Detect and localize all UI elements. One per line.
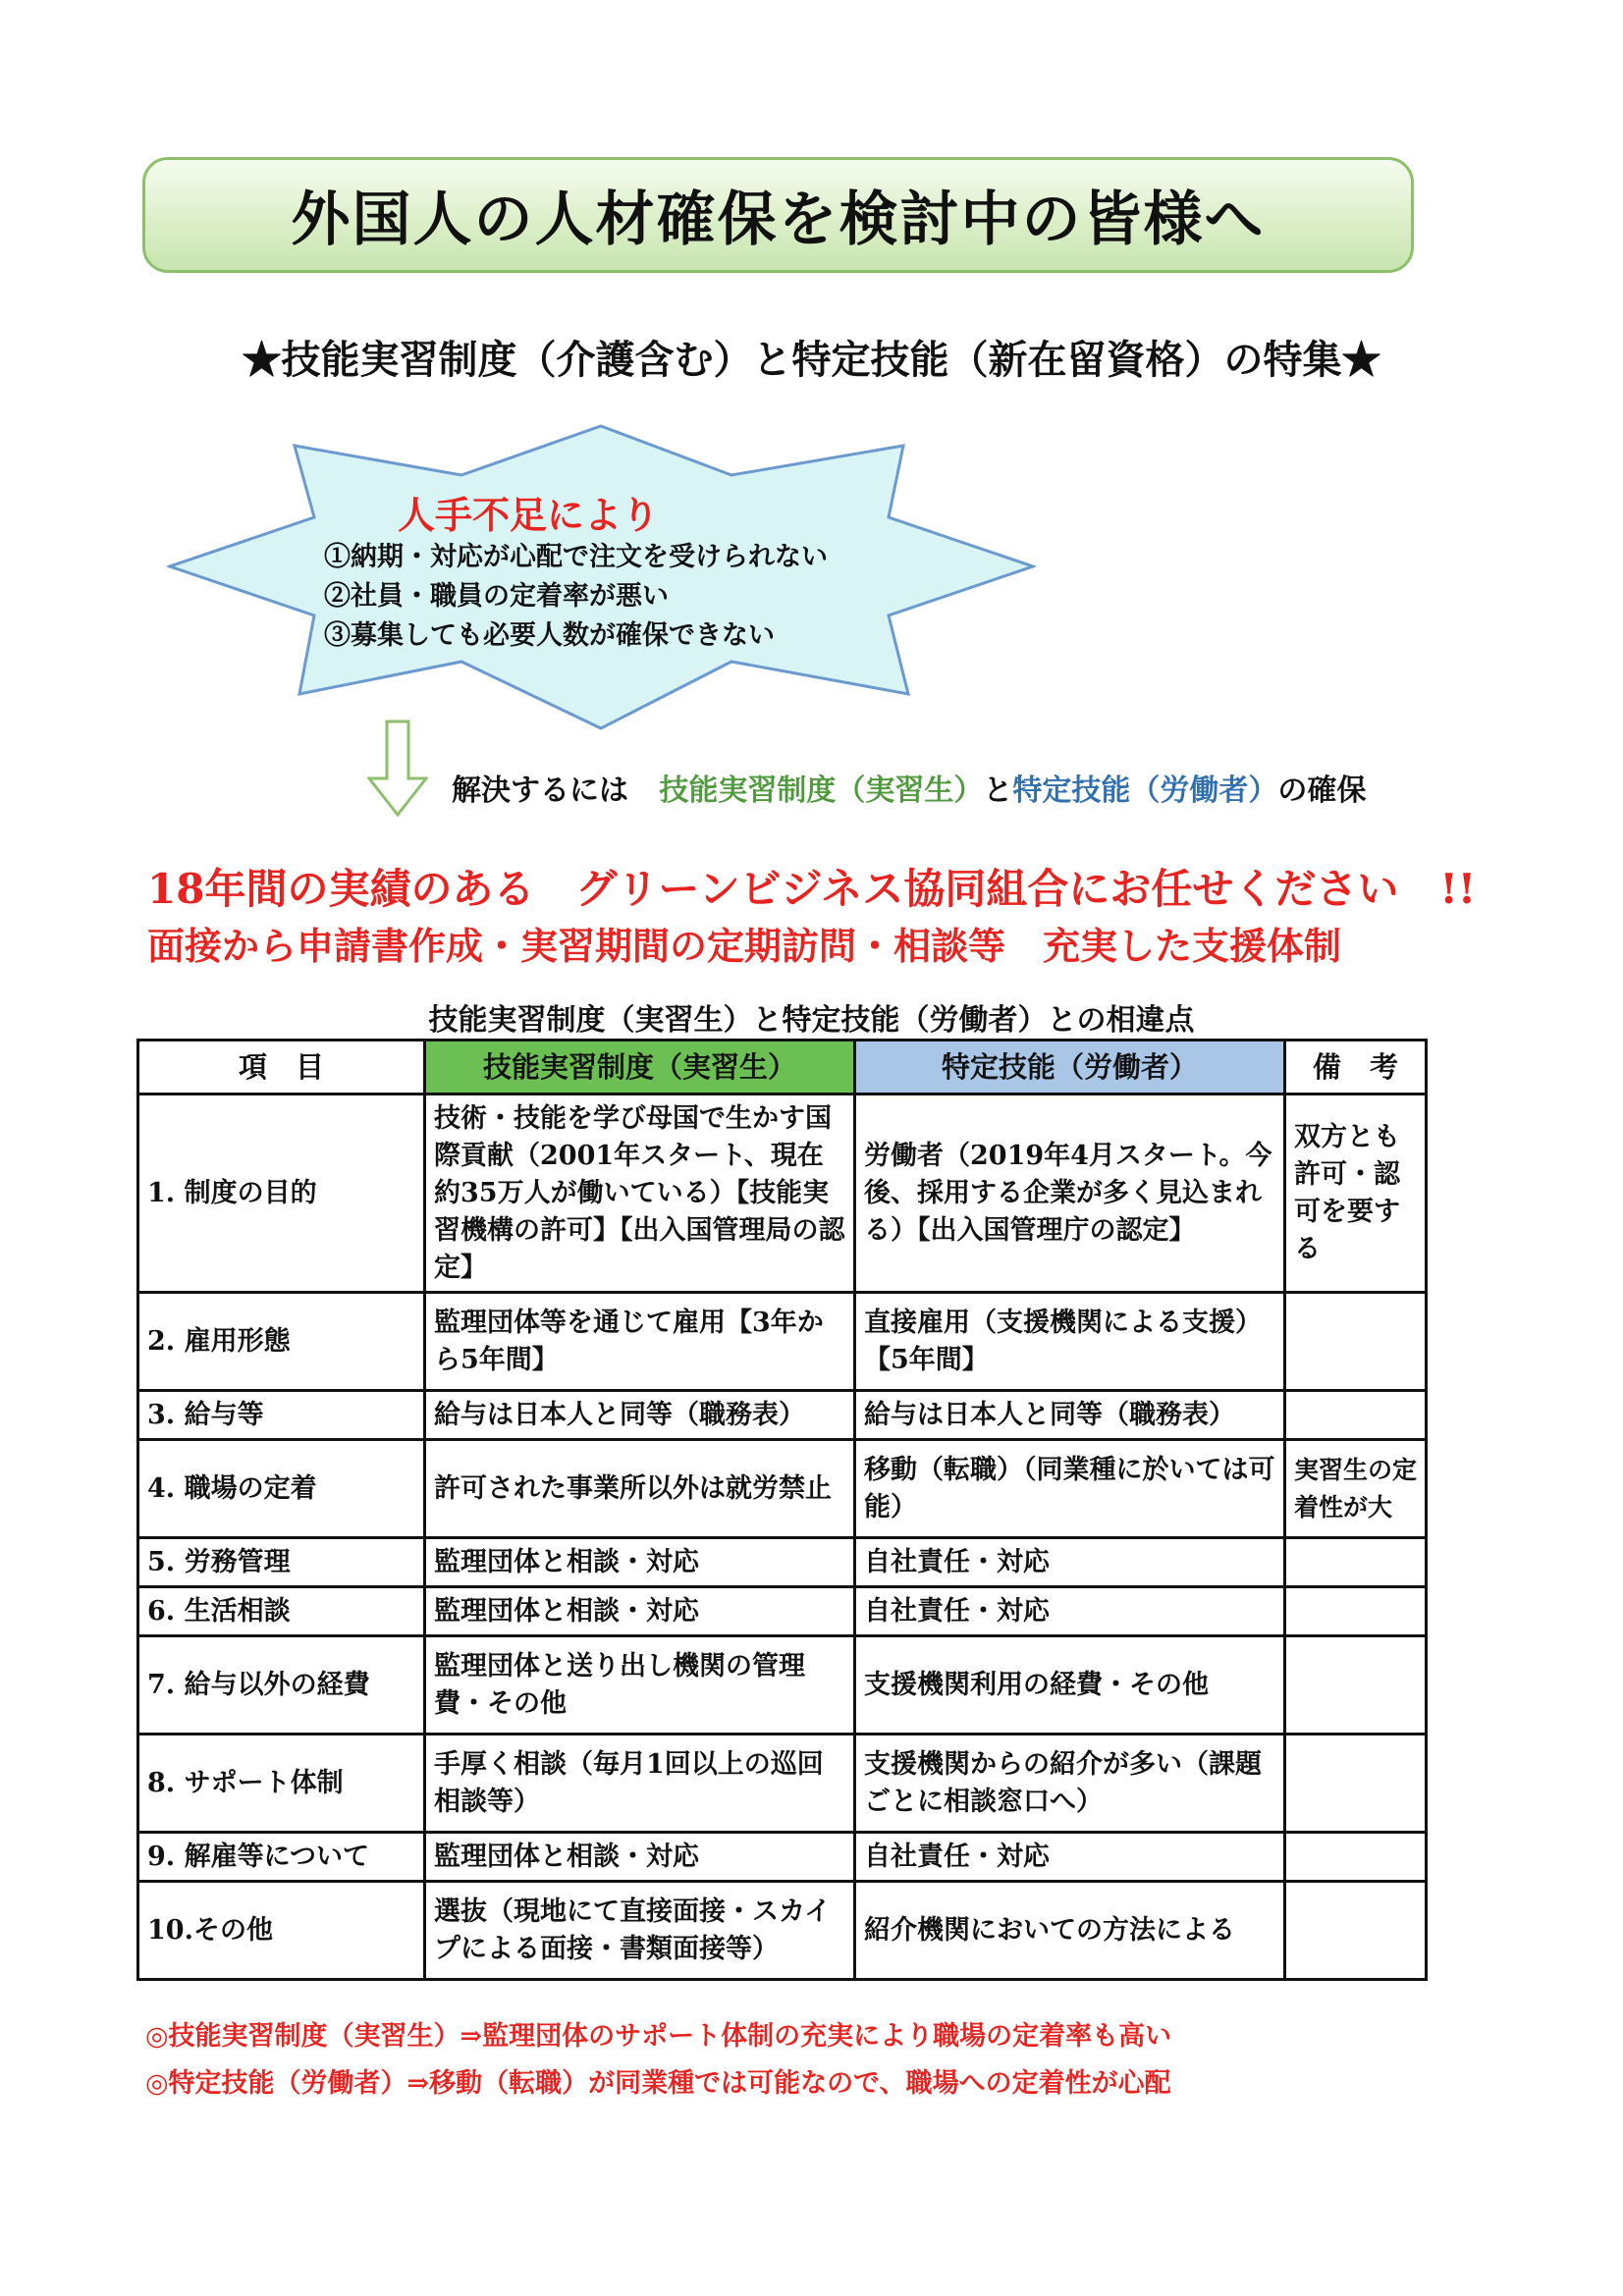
solution-line [452, 766, 1366, 809]
cell-tokutei: 紹介機関においての方法による [855, 1882, 1285, 1980]
solution-tokutei: 特定技能（労働者） [1012, 774, 1278, 808]
cell-ginou: 監理団体と送り出し機関の管理費・その他 [425, 1636, 855, 1735]
table-header-row [138, 1041, 1427, 1095]
header-ginou: 技能実習制度（実習生） [425, 1041, 855, 1095]
cell-ginou: 技術・技能を学び母国で生かす国際貢献（2001年スタート、現在約35万人が働いている）【技能実習機構の許可】【出入国管理局の認定】 [425, 1095, 855, 1293]
cell-ginou: 監理団体等を通じて雇用【3年から5年間】 [425, 1293, 855, 1391]
cell-ginou: 許可された事業所以外は就労禁止 [425, 1440, 855, 1538]
cell-item: 10.その他 [138, 1882, 425, 1980]
header-item: 項 目 [138, 1041, 425, 1095]
problem-item: ①納期・対応が心配で注文を受けられない [324, 542, 828, 572]
cell-item: 4. 職場の定着 [138, 1440, 425, 1538]
cell-tokutei: 自社責任・対応 [855, 1538, 1285, 1587]
table-row [138, 1440, 1427, 1538]
solution-prefix: 解決するには [452, 774, 628, 808]
cell-remark: 実習生の定着性が大 [1285, 1440, 1427, 1538]
cell-remark [1285, 1391, 1427, 1440]
title-banner [142, 157, 1414, 273]
promo-line-2: 面接から申請書作成・実習期間の定期訪問・相談等 充実した支援体制 [147, 924, 1342, 968]
cell-item: 8. サポート体制 [138, 1735, 425, 1833]
cell-remark [1285, 1293, 1427, 1391]
cell-tokutei: 移動（転職）（同業種に於いては可能） [855, 1440, 1285, 1538]
problem-item: ③募集しても必要人数が確保できない [324, 620, 775, 651]
subtitle: ★技能実習制度（介護含む）と特定技能（新在留資格）の特集★ [242, 337, 1381, 383]
table-row [138, 1587, 1427, 1636]
cell-ginou: 監理団体と相談・対応 [425, 1587, 855, 1636]
solution-and: と [983, 774, 1013, 808]
solution-ginou: 技能実習制度（実習生） [659, 774, 984, 808]
table-row [138, 1538, 1427, 1587]
table-row [138, 1636, 1427, 1735]
cell-item: 5. 労務管理 [138, 1538, 425, 1587]
cell-ginou: 監理団体と相談・対応 [425, 1538, 855, 1587]
cell-item: 3. 給与等 [138, 1391, 425, 1440]
cell-ginou: 手厚く相談（毎月1回以上の巡回相談等） [425, 1735, 855, 1833]
table-row [138, 1095, 1427, 1293]
cell-item: 2. 雇用形態 [138, 1293, 425, 1391]
cell-tokutei: 給与は日本人と同等（職務表） [855, 1391, 1285, 1440]
promo-line-1: 18年間の実績のある グリーンビジネス協同組合にお任せください !! [147, 865, 1477, 913]
solution-suffix: の確保 [1277, 774, 1367, 808]
cell-tokutei: 労働者（2019年4月スタート。今後、採用する企業が多く見込まれる）【出入国管理庁の認定】 [855, 1095, 1285, 1293]
cell-remark [1285, 1636, 1427, 1735]
table-row [138, 1833, 1427, 1882]
table-caption: 技能実習制度（実習生）と特定技能（労働者）との相違点 [428, 1003, 1195, 1038]
problem-item: ②社員・職員の定着率が悪い [324, 581, 669, 612]
page-title: 外国人の人材確保を検討中の皆様へ [291, 186, 1266, 254]
cell-item: 7. 給与以外の経費 [138, 1636, 425, 1735]
table-row [138, 1391, 1427, 1440]
table-row [138, 1735, 1427, 1833]
comparison-table [136, 1039, 1428, 1981]
note-1: ◎技能実習制度（実習生）⇒監理団体のサポート体制の充実により職場の定着率も高い [145, 2021, 1172, 2052]
down-arrow-icon [367, 720, 428, 818]
cell-item: 1. 制度の目的 [138, 1095, 425, 1293]
cell-item: 9. 解雇等について [138, 1833, 425, 1882]
problem-heading: 人手不足により [398, 493, 660, 537]
cell-remark [1285, 1538, 1427, 1587]
cell-remark [1285, 1735, 1427, 1833]
cell-tokutei: 支援機関利用の経費・その他 [855, 1636, 1285, 1735]
cell-remark [1285, 1882, 1427, 1980]
cell-tokutei: 自社責任・対応 [855, 1587, 1285, 1636]
header-remark: 備 考 [1285, 1041, 1427, 1095]
cell-tokutei: 自社責任・対応 [855, 1833, 1285, 1882]
header-tokutei: 特定技能（労働者） [855, 1041, 1285, 1095]
cell-ginou: 選抜（現地にて直接面接・スカイプによる面接・書類面接等） [425, 1882, 855, 1980]
cell-tokutei: 直接雇用（支援機関による支援）【5年間】 [855, 1293, 1285, 1391]
cell-item: 6. 生活相談 [138, 1587, 425, 1636]
cell-ginou: 給与は日本人と同等（職務表） [425, 1391, 855, 1440]
note-2: ◎特定技能（労働者）⇒移動（転職）が同業種では可能なので、職場への定着性が心配 [145, 2068, 1171, 2099]
cell-remark [1285, 1587, 1427, 1636]
cell-tokutei: 支援機関からの紹介が多い（課題ごとに相談窓口へ） [855, 1735, 1285, 1833]
cell-remark [1285, 1833, 1427, 1882]
cell-ginou: 監理団体と相談・対応 [425, 1833, 855, 1882]
table-row [138, 1882, 1427, 1980]
table-row [138, 1293, 1427, 1391]
problem-list [324, 538, 828, 656]
cell-remark: 双方とも許可・認可を要する [1285, 1095, 1427, 1293]
